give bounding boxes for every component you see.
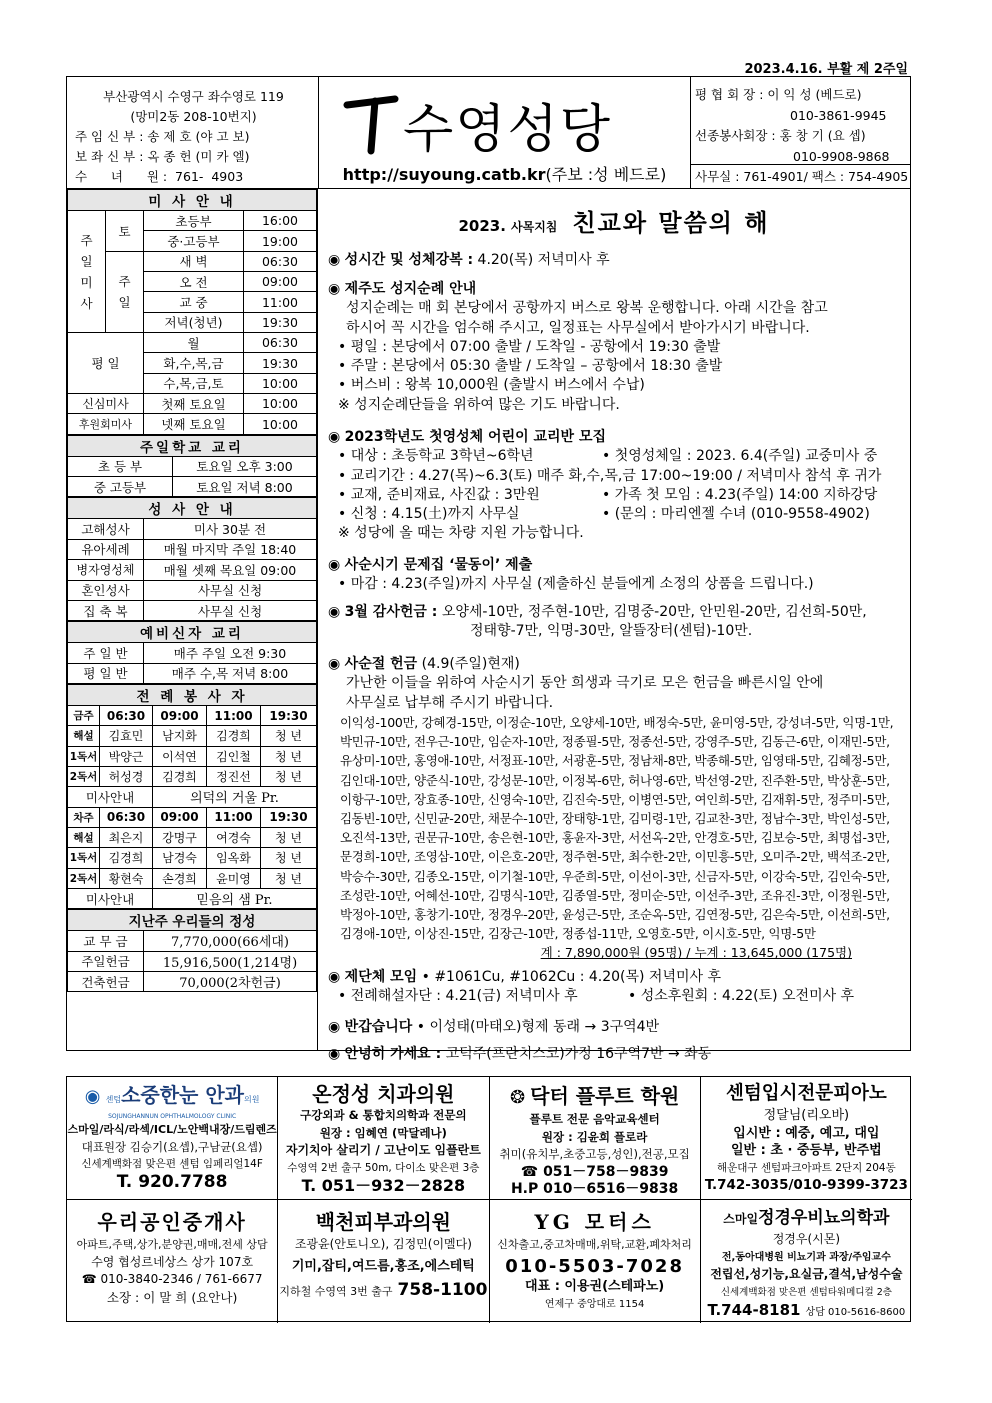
notice-line: • 신청 : 4.15(土)까지 사무실 <box>338 506 520 523</box>
notice-subtitle: (4.9(주일)현재) <box>417 656 520 672</box>
notice-jeju-pilgrimage <box>328 280 904 415</box>
notice-line: • (문의 : 마리엔젤 수녀 (010-9558-4902) <box>602 506 870 523</box>
notice-line: 고덕주(프란치스코)가정 16구역7반 → 좌동 <box>441 1046 712 1062</box>
ad-name: 백천피부과의원 <box>315 1210 451 1234</box>
notice-first-communion <box>328 428 904 544</box>
notice-title: ◉ 3월 감사헌금 : <box>328 604 437 620</box>
address-line1: 부산광역시 수영구 좌수영로 119 <box>103 89 284 104</box>
ad-name: 우리공인중개사 <box>97 1210 247 1234</box>
ad-line: 신세계백화점 맞은편 센텀 임페리얼14F <box>81 1158 263 1170</box>
mass-name: 중·고등부 <box>144 231 244 251</box>
donor-line: 유상미-10만, 홍영애-10만, 서정표-10만, 서광훈-5만, 정남채-8만, 박종해-5만, 임영태-5만, 김혜정-5만, <box>340 753 890 769</box>
sunday-school-title: 주일학교 교리 <box>68 435 317 456</box>
role-label: 2독서 <box>68 766 100 786</box>
server-name: 청 년 <box>261 766 317 786</box>
donor-line: 김인대-10만, 양준식-10만, 강성문-10만, 이정복-6만, 허나영-6만, 박선영-2만, 진주환-5만, 박상훈-5만, <box>340 772 890 788</box>
notice-welcome <box>328 1018 904 1037</box>
ad-line: 입시반 : 예중, 예고, 대입 <box>733 1125 880 1141</box>
assistant-pastor-line: 보 좌 신 부 : 옥 종 헌 (미 카 엘) <box>75 149 250 164</box>
row-value: 매주 수,목 저녁 8:00 <box>144 663 317 683</box>
ad-dermatology <box>278 1200 489 1323</box>
server-name: 남지화 <box>153 726 207 746</box>
notice-line: 오양세-10만, 정주현-10만, 김명중-20만, 안민원-20만, 김선희-50만, <box>437 604 867 620</box>
ad-eye-clinic <box>67 1077 278 1200</box>
ad-prefix: 스마일 <box>723 1212 759 1226</box>
mass-time: 09:00 <box>244 272 317 292</box>
offering-total-text: 계 : 7,890,000원 (95명) / 누계 : 13,645,000 (175명) <box>540 945 852 961</box>
ad-motors <box>490 1200 701 1323</box>
donor-line: 조성란-10만, 어혜선-10만, 김명식-10만, 김종열-5만, 정미순-5만, 이선주-3만, 조유진-3만, 이정원-5만, <box>340 887 890 903</box>
mass-time: 06:30 <box>244 251 317 271</box>
server-name: 김경희 <box>153 766 207 786</box>
server-name: 김효민 <box>100 726 153 746</box>
donor-line: 김동빈-10만, 신민균-20만, 채문수-10만, 장태향-1만, 김미령-1만, 김교찬-3만, 정남수-3만, 박인성-5만, <box>340 810 890 826</box>
server-name: 이석연 <box>153 746 207 766</box>
ad-phone: H.P 010－6516－9838 <box>510 1181 679 1197</box>
row-label: 집 축 복 <box>68 600 144 620</box>
row-value: 매월 마지막 주일 18:40 <box>144 539 317 559</box>
server-name: 청 년 <box>261 746 317 766</box>
sunday-school-table <box>67 435 317 498</box>
notice-line: 가난한 이들을 위하여 사순시기 동안 희생과 극기로 모은 헌금을 빠른시일 안에 <box>346 675 824 692</box>
logo-text: 수영성당 <box>403 100 612 160</box>
donor-line: 박민규-10만, 전우근-10만, 임순자-10만, 정종필-5만, 정종선-5만, 강영주-5만, 김동근-6만, 이재민-5만, <box>340 734 890 750</box>
sacraments-title: 성 사 안 내 <box>68 498 317 519</box>
mass-name: 넷째 토요일 <box>144 414 244 434</box>
ad-line: ☎ 010-3840-2346 / 761-6677 <box>81 1272 263 1286</box>
role-label: 2독서 <box>68 868 100 888</box>
ad-line: 조광윤(안토니오), 김정민(이멜다) <box>294 1237 472 1251</box>
row-value: 사무실 신청 <box>144 600 317 620</box>
ad-phone: T. 051－932－2828 <box>301 1176 466 1195</box>
notice-line: 성지순례는 매 회 본당에서 공항까지 버스로 왕복 운행합니다. 아래 시간을 참고 <box>346 300 828 317</box>
ad-line: 정달님(리오바) <box>763 1108 850 1123</box>
ad-line: 스마일/라식/라섹/ICL/노안백내장/드림렌즈 <box>67 1123 277 1136</box>
ad-line: 구강외과 & 통합치의학과 전문의 <box>300 1108 467 1122</box>
time-head: 19:30 <box>261 705 317 725</box>
mass-name: 오 전 <box>144 272 244 292</box>
notice-line: 하시어 꼭 시간을 엄수해 주시고, 일정표는 사무실에서 받아가시기 바랍니다. <box>346 319 810 336</box>
ad-line: 해운대구 센텀파크아파트 2단지 204동 <box>717 1161 896 1174</box>
time-head: 09:00 <box>153 807 207 827</box>
theme-sub: 사목지침 <box>511 220 558 234</box>
theme-title: 친교와 말씀의 해 <box>572 209 770 237</box>
ad-flute-academy <box>490 1077 701 1200</box>
mass-time: 10:00 <box>244 394 317 414</box>
notice-line: • 주말 : 본당에서 05:30 출발 / 도착일 – 공항에서 18:30 출발 <box>338 358 723 375</box>
ad-realtor <box>67 1200 278 1323</box>
row-value: 15,916,500(1,214명) <box>144 951 317 971</box>
council-phone: 010-3861-9945 <box>790 107 887 123</box>
ad-piano-academy <box>701 1077 912 1200</box>
row-label: 병자영성체 <box>68 560 144 580</box>
server-name: 여경숙 <box>207 827 261 847</box>
row-value: 70,000(2차헌금) <box>144 972 317 992</box>
server-name: 김경희 <box>207 726 261 746</box>
devotion-mass-label: 신심미사 <box>68 394 144 414</box>
address-line2: (망미2동 208-10번지) <box>130 109 257 124</box>
ad-name: 정경우비뇨의학과 <box>758 1208 890 1228</box>
time-head: 06:30 <box>100 807 153 827</box>
server-name: 임옥화 <box>207 848 261 868</box>
row-label: 주 일 반 <box>68 643 144 663</box>
academy-emblem-icon: ❂ <box>509 1087 526 1108</box>
notice-line: ※ 성당에 올 때는 차량 지원 가능합니다. <box>338 525 584 542</box>
sacraments-table <box>67 497 317 621</box>
liturgy-servers-table <box>67 684 317 909</box>
ad-line: 원장 : 김윤희 플로라 <box>541 1129 648 1144</box>
row-label: 고해성사 <box>68 519 144 539</box>
url-text[interactable]: http://suyoung.catb.kr <box>342 165 546 184</box>
mass-time: 10:00 <box>244 373 317 393</box>
ad-line: 신차출고,중고차매매,위탁,교환,폐차처리 <box>497 1238 692 1251</box>
offering-total <box>328 943 904 962</box>
ad-phone: T.744-8181 <box>707 1301 801 1319</box>
ad-suffix: 의원 <box>243 1095 260 1104</box>
ad-line: 플루트 전문 음악교육센터 <box>529 1112 660 1126</box>
servers-title: 전 례 봉 사 자 <box>68 684 317 705</box>
server-name: 손경희 <box>153 868 207 888</box>
time-head: 11:00 <box>207 705 261 725</box>
sunday-mass-label: 주일미사 <box>68 211 106 333</box>
ad-line: 연제구 중앙대로 1154 <box>544 1298 645 1310</box>
issue-date: 2023.4.16. 부활 제 2주일 <box>744 62 908 77</box>
clinic-eye-icon: ◉ <box>84 1086 101 1107</box>
ad-line: 소장 : 이 말 희 (요안나) <box>106 1289 238 1305</box>
donor-line: 박승수-30만, 김종오-15만, 이기철-10만, 우준희-5만, 이선이-3만, 신금자-5만, 이강숙-5만, 김인숙-5만, <box>340 868 890 884</box>
offering-table <box>67 909 317 992</box>
ad-name: 온정성 치과의원 <box>312 1082 455 1106</box>
notice-line: ※ 성지순례단들을 위하여 많은 기도 바랍니다. <box>338 396 620 413</box>
ad-eng: SOJUNGHANNUN OPHTHALMOLOGY CLINIC <box>108 1113 237 1120</box>
pastoral-theme <box>318 203 910 238</box>
notice-line: • 성소후원회 : 4.22(토) 오전미사 후 <box>628 988 855 1005</box>
sunday-label: 주일 <box>106 251 144 332</box>
ad-line: 수영 협성르네상스 상가 107호 <box>91 1254 254 1269</box>
ad-line: 기미,잡티,여드름,홍조,에스테틱 <box>291 1258 475 1274</box>
mass-time: 06:30 <box>244 333 317 353</box>
row-value: 토요일 오후 3:00 <box>173 456 317 476</box>
role-label: 1독서 <box>68 746 100 766</box>
mass-name: 첫째 토요일 <box>144 394 244 414</box>
guide-label: 미사안내 <box>68 888 153 908</box>
row-label: 건축헌금 <box>68 972 144 992</box>
ad-name: 소중한눈 안과 <box>121 1083 244 1107</box>
server-name: 김인철 <box>207 746 261 766</box>
donor-line: 이익성-100만, 강혜경-15만, 이정순-10만, 오양세-10만, 배정숙-5만, 윤미영-5만, 강성녀-5만, 익명-1만, <box>340 714 894 730</box>
notice-line: 정태향-7만, 익명-30만, 알뜰장터(센텀)-10만. <box>470 623 753 640</box>
mass-time: 19:30 <box>244 353 317 373</box>
server-name: 허성경 <box>100 766 153 786</box>
mass-name: 수,목,금,토 <box>144 373 244 393</box>
donor-list <box>328 713 904 943</box>
parish-logo <box>331 85 681 161</box>
donor-line: 오진석-13만, 권문규-10만, 송은현-10만, 홍윤자-3만, 서선옥-2만, 안경호-5만, 김보승-5만, 최명섭-3만, <box>340 830 890 846</box>
server-name: 최은지 <box>100 827 153 847</box>
weekday-label: 평 일 <box>68 333 144 394</box>
notice-lent-workbook <box>328 556 904 595</box>
donor-line: 김경애-10만, 이상진-15만, 김장근-10만, 정종섭-11만, 오영호-5만, 이시호-5만, 익명-5만 <box>340 926 816 942</box>
ad-line: 정경우(시몬) <box>772 1232 841 1246</box>
funeral-chair: 선종봉사회장 : 홍 창 기 (요 셉) <box>695 128 866 143</box>
server-name: 정진선 <box>207 766 261 786</box>
notice-line: • 버스비 : 왕복 10,000원 (출발시 버스에서 수납) <box>338 377 645 394</box>
row-value: 매월 셋째 목요일 09:00 <box>144 560 317 580</box>
notice-thanksgiving-offering <box>328 603 904 642</box>
server-name: 박양근 <box>100 746 153 766</box>
notice-line: • 첫영성체일 : 2023. 6.4(주일) 교중미사 중 <box>602 448 878 465</box>
ad-name: 닥터 플루트 학원 <box>530 1084 680 1108</box>
server-name: 남경숙 <box>153 848 207 868</box>
notice-title: ◉ 제주도 성지순례 안내 <box>328 280 904 299</box>
mass-name: 초등부 <box>144 211 244 231</box>
time-head: 11:00 <box>207 807 261 827</box>
ad-urology <box>701 1200 912 1323</box>
mass-time: 10:00 <box>244 414 317 434</box>
ad-dental-clinic <box>278 1077 489 1200</box>
donor-line: 문경희-10만, 조영삼-10만, 이은호-20만, 정주현-5만, 최수한-2만, 이민흥-5만, 오미주-2만, 백석조-2만, <box>340 849 890 865</box>
ad-phone: 758-1100 <box>397 1280 488 1300</box>
mass-name: 월 <box>144 333 244 353</box>
ad-line: 신세계백화점 맞은편 센텀타워메디컬 2층 <box>720 1286 892 1298</box>
ad-line: 자기치아 살리기 / 고난이도 임플란트 <box>285 1143 481 1157</box>
server-name: 청 년 <box>261 726 317 746</box>
ad-line: 전,동아대병원 비뇨기과 과장/주임교수 <box>721 1251 891 1263</box>
server-name: 윤미영 <box>207 868 261 888</box>
ad-phone: T. 920.7788 <box>116 1171 228 1192</box>
mass-time: 16:00 <box>244 211 317 231</box>
row-value: 토요일 저녁 8:00 <box>173 477 317 497</box>
patron-text: (주보 :성 베드로) <box>545 165 667 184</box>
week-label: 차주 <box>68 807 100 827</box>
row-label: 주일헌금 <box>68 951 144 971</box>
ad-line: 대표 : 이용권(스테파노) <box>525 1279 665 1294</box>
mass-time: 11:00 <box>244 292 317 312</box>
row-value: 사무실 신청 <box>144 580 317 600</box>
notice-line: • 마감 : 4.23(주일)까지 사무실 (제출하신 분들에게 소정의 상품을 드립니다.) <box>338 576 814 593</box>
notice-title: ◉ 안녕히 가세요 : <box>328 1046 441 1062</box>
mass-title: 미 사 안 내 <box>68 190 317 211</box>
time-head: 06:30 <box>100 705 153 725</box>
ad-name: 센텀입시전문피아노 <box>725 1083 887 1104</box>
notice-line: • #1061Cu, #1062Cu : 4.20(목) 저녁미사 후 <box>417 969 722 985</box>
mass-time: 19:00 <box>244 231 317 251</box>
row-label: 평 일 반 <box>68 663 144 683</box>
mass-time: 19:30 <box>244 312 317 332</box>
notice-title: ◉ 사순시기 문제집 ‘물동이’ 제출 <box>328 556 904 575</box>
notices-column <box>318 189 911 1062</box>
server-name: 황현숙 <box>100 868 153 888</box>
donor-line: 박정아-10만, 홍창기-10만, 정경우-20만, 윤성근-5만, 조순옥-5만, 김연정-5만, 김은숙-5만, 이선희-5만, <box>340 906 890 922</box>
ad-line: 일반 : 초 · 중등부, 반주법 <box>731 1143 882 1158</box>
notice-group-meetings <box>328 968 904 1007</box>
ad-line: 아파트,주택,상가,분양권,매매,전세 상담 <box>76 1238 268 1251</box>
convent-line: 수 녀 원 : 761- 4903 <box>75 169 244 184</box>
notice-line: • 교리기간 : 4.27(목)~6.3(토) 매주 화,수,목,금 17:00~19:00 / 저녁미사 참석 후 귀가 <box>338 467 882 484</box>
week-label: 금주 <box>68 705 100 725</box>
notice-title: ◉ 사순절 헌금 <box>328 656 417 672</box>
funeral-phone: 010-9908-9868 <box>793 148 890 164</box>
server-name: 청 년 <box>261 827 317 847</box>
notice-title: ◉ 성시간 및 성체강복 : <box>328 252 473 268</box>
advertisements <box>66 1076 911 1322</box>
row-value: 미사 30분 전 <box>144 519 317 539</box>
office-phone: 사무실 : 761-4901/ 팩스 : 754-4905 <box>691 164 910 188</box>
role-label: 1독서 <box>68 848 100 868</box>
contacts <box>691 77 910 188</box>
server-name: 강명구 <box>153 827 207 847</box>
council-chair: 평 협 회 장 : 이 익 성 (베드로) <box>695 87 862 102</box>
row-value: 매주 주일 오전 9:30 <box>144 643 317 663</box>
theme-year: 2023. <box>458 217 506 235</box>
notice-line: 사무실로 납부해 주시기 바랍니다. <box>346 694 554 711</box>
ad-line: 취미(유치부,초중고등,성인),전공,모집 <box>499 1147 690 1161</box>
notice-title: ◉ 반갑습니다 <box>328 1019 412 1035</box>
mass-name: 교 중 <box>144 292 244 312</box>
ad-line: 전립선,성기능,요실금,결석,남성수술 <box>710 1267 903 1281</box>
catechumen-title: 예비신자 교리 <box>68 622 317 643</box>
mass-table <box>67 189 317 435</box>
ad-phone: T.742-3035/010-9399-3723 <box>704 1177 908 1193</box>
guide-label: 미사안내 <box>68 787 153 807</box>
bulletin-header <box>66 76 911 189</box>
notice-holy-hour <box>328 251 904 270</box>
notice-title: ◉ 제단체 모임 <box>328 969 417 985</box>
ad-phone-sub: 상담 010-5616-8600 <box>805 1307 906 1318</box>
row-label: 초 등 부 <box>68 456 173 476</box>
catechumen-table <box>67 621 317 684</box>
time-head: 09:00 <box>153 705 207 725</box>
supporter-mass-label: 후원회미사 <box>68 414 144 434</box>
notice-line: • 대상 : 초등학교 3학년~6학년 <box>338 448 534 465</box>
saturday-label: 토 <box>106 211 144 252</box>
schedule-column <box>66 189 318 1051</box>
parish-url[interactable] <box>319 162 690 185</box>
donor-line: 이항구-10만, 장효종-10만, 신영숙-10만, 김진숙-5만, 이병연-5만, 여인희-5만, 김재휘-5만, 정주미-5만, <box>340 791 890 807</box>
notice-title: ◉ 2023학년도 첫영성체 어린이 교리반 모집 <box>328 428 904 447</box>
server-name: 청 년 <box>261 848 317 868</box>
mass-name: 저녁(청년) <box>144 312 244 332</box>
role-label: 해설 <box>68 726 100 746</box>
guide-value: 믿음의 샘 Pr. <box>153 888 317 908</box>
ad-line: 원장 : 임혜연 (막달레나) <box>319 1125 447 1140</box>
server-name: 김경희 <box>100 848 153 868</box>
pastor-line: 주 임 신 부 : 송 제 호 (야 고 보) <box>75 129 250 144</box>
row-label: 중 고등부 <box>68 477 173 497</box>
ad-line: 수영역 2번 출구 50m, 다이소 맞은편 3층 <box>287 1161 480 1174</box>
time-head: 19:30 <box>261 807 317 827</box>
ad-name: YG 모터스 <box>534 1210 655 1234</box>
mass-name: 새 벽 <box>144 251 244 271</box>
parish-info <box>67 77 319 188</box>
notice-line: • 이성태(마태오)형제 동래 → 3구역4반 <box>412 1019 660 1035</box>
mass-name: 화,수,목,금 <box>144 353 244 373</box>
notice-line: • 평일 : 본당에서 07:00 출발 / 도착일 - 공항에서 19:30 출발 <box>338 338 721 355</box>
notice-lent-offering <box>328 655 904 963</box>
ad-prefix: 센텀 <box>105 1095 122 1104</box>
server-name: 청 년 <box>261 868 317 888</box>
offering-title: 지난주 우리들의 정성 <box>68 910 317 931</box>
ad-phone: 010-5503-7028 <box>505 1255 684 1277</box>
row-label: 혼인성사 <box>68 580 144 600</box>
row-label: 교 무 금 <box>68 931 144 951</box>
masthead <box>319 77 691 188</box>
notice-line: • 전례해설자단 : 4.21(금) 저녁미사 후 <box>338 988 578 1005</box>
notice-text: 4.20(목) 저녁미사 후 <box>473 252 610 268</box>
role-label: 해설 <box>68 827 100 847</box>
row-label: 유아세례 <box>68 539 144 559</box>
notice-line: • 가족 첫 모임 : 4.23(주일) 14:00 지하강당 <box>602 486 878 503</box>
ad-line: 지하철 수영역 3번 출구 <box>279 1285 393 1298</box>
ad-phone: ☎ 051－758－9839 <box>520 1163 669 1180</box>
row-value: 7,770,000(66세대) <box>144 931 317 951</box>
notice-line: • 교재, 준비재료, 사진값 : 3만원 <box>338 486 540 503</box>
notice-farewell <box>328 1045 904 1064</box>
guide-value: 의덕의 거울 Pr. <box>153 787 317 807</box>
ad-line: 대표원장 김승기(요셉),구남균(요셉) <box>81 1139 263 1154</box>
